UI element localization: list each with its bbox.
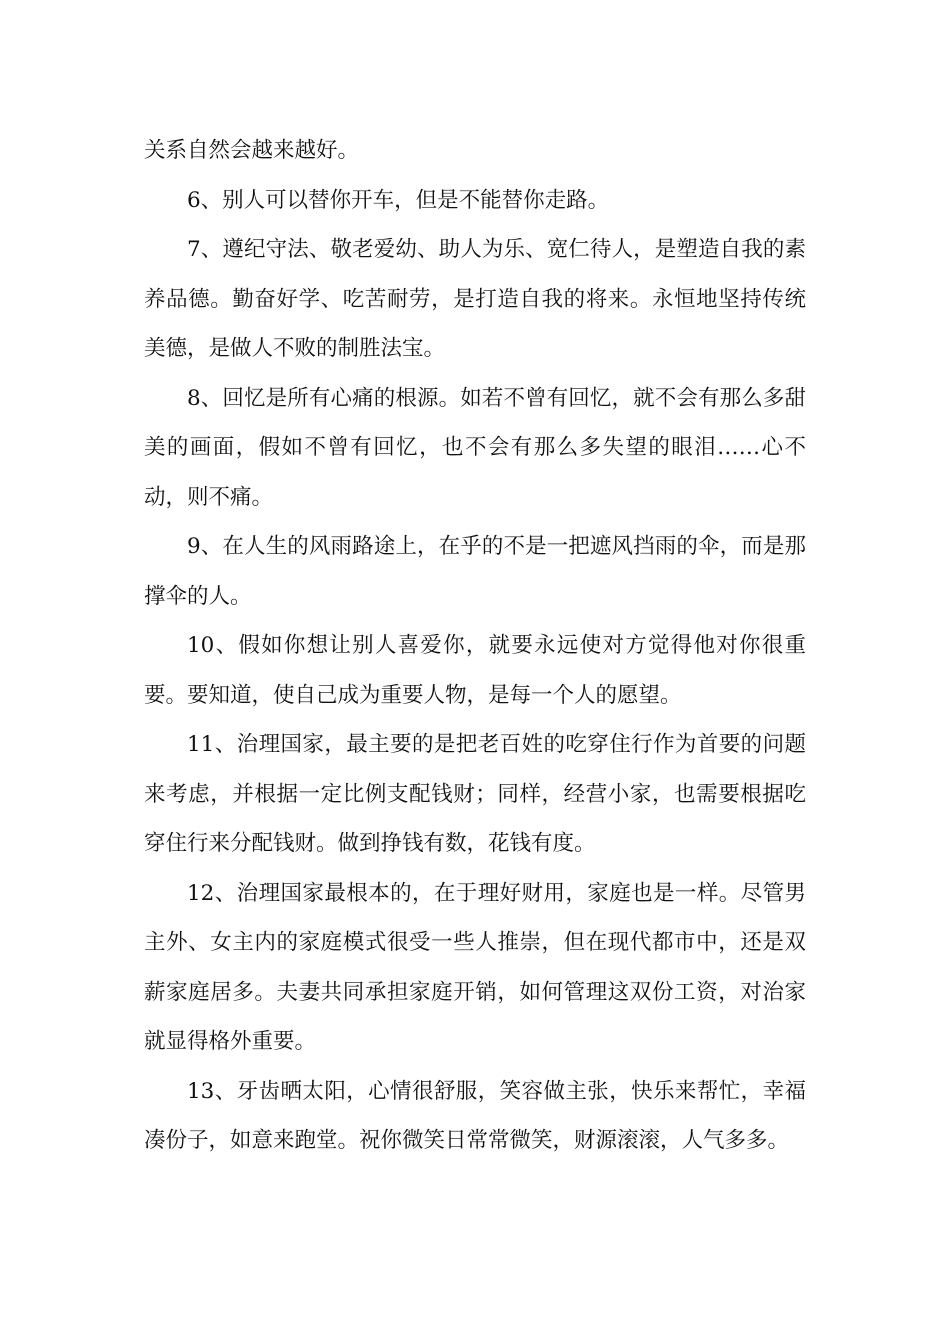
paragraph-item-11: 11、治理国家，最主要的是把老百姓的吃穿住行作为首要的问题来考虑，并根据一定比例支配钱财；同样，经营小家，也需要根据吃穿住行来分配钱财。做到挣钱有数，花钱有度。	[144, 732, 806, 856]
paragraph-item-9: 9、在人生的风雨路途上，在乎的不是一把遮风挡雨的伞，而是那撑伞的人。	[144, 534, 806, 609]
paragraph-item-13: 13、牙齿晒太阳，心情很舒服，笑容做主张，快乐来帮忙，幸福凑份子，如意来跑堂。祝你微笑日常常微笑，财源滚滚，人气多多。	[144, 1078, 806, 1153]
paragraph-continuation: 关系自然会越来越好。	[144, 138, 360, 163]
paragraph-item-12: 12、治理国家最根本的，在于理好财用，家庭也是一样。尽管男主外、女主内的家庭模式很受一些人推崇，但在现代都市中，还是双薪家庭居多。夫妻共同承担家庭开销，如何管理这双份工资，对治家就显得格外重要。	[144, 880, 806, 1054]
paragraph-item-10: 10、假如你想让别人喜爱你，就要永远使对方觉得他对你很重要。要知道，使自己成为重要人物，是每一个人的愿望。	[144, 633, 806, 708]
paragraph-item-8: 8、回忆是所有心痛的根源。如若不曾有回忆，就不会有那么多甜美的画面，假如不曾有回忆，也不会有那么多失望的眼泪……心不动，则不痛。	[144, 385, 806, 510]
document-body	[144, 126, 806, 1166]
paragraph-item-6: 6、别人可以替你开车，但是不能替你走路。	[187, 187, 610, 213]
paragraph-item-7: 7、遵纪守法、敬老爱幼、助人为乐、宽仁待人，是塑造自我的素养品德。勤奋好学、吃苦耐劳，是打造自我的将来。永恒地坚持传统美德，是做人不败的制胜法宝。	[144, 237, 806, 361]
